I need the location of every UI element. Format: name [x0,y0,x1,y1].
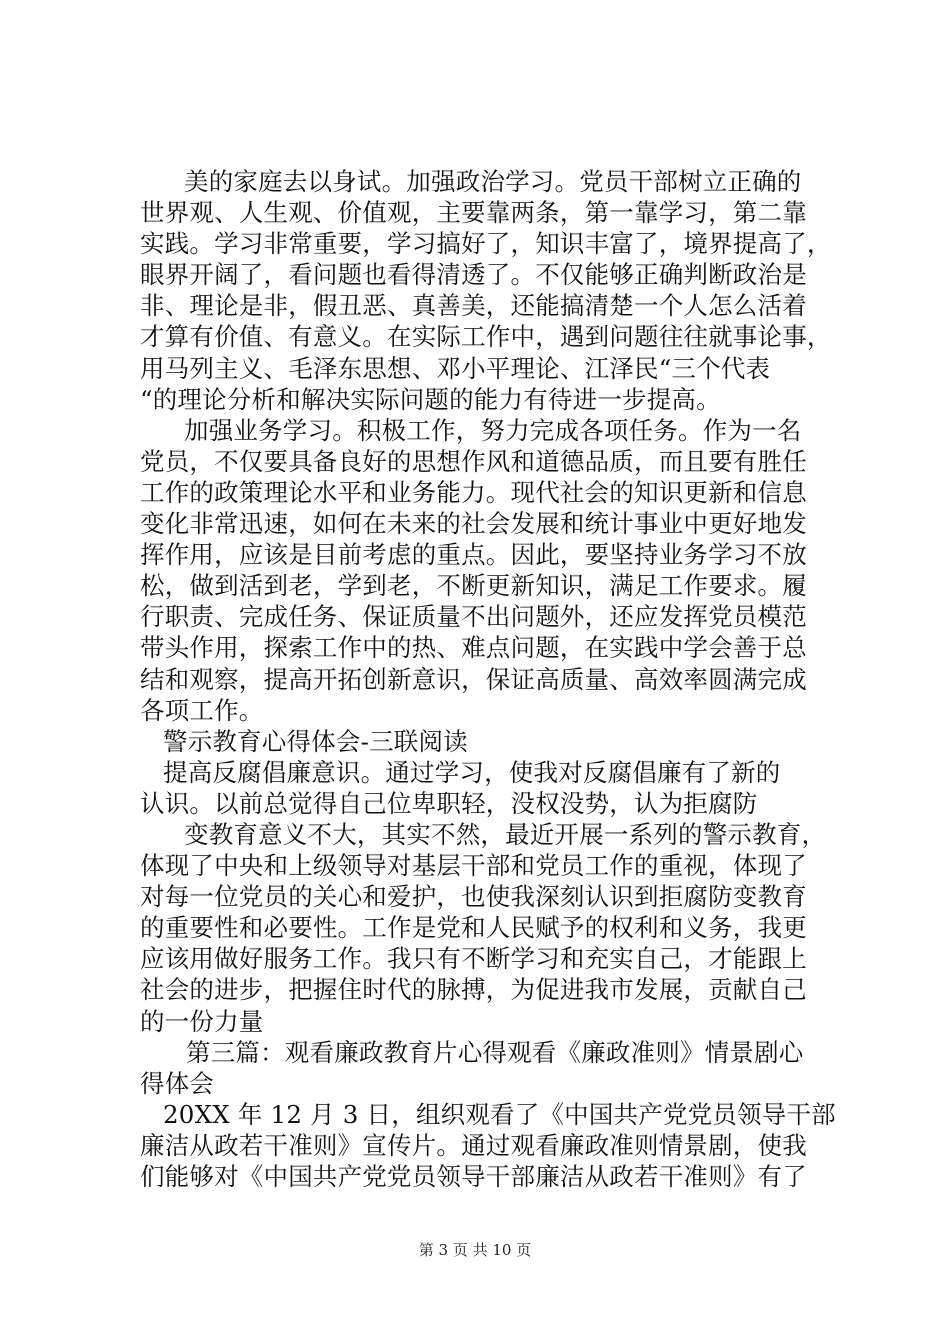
text-line: 美的家庭去以身试。加强政治学习。党员干部树立正确的 [184,167,802,196]
text-line: 们能够对《中国共产党党员领导干部廉洁从政若干准则》有了 [140,1162,807,1191]
text-line: 的一份力量 [140,1006,264,1036]
text-line: 带头作用，探索工作中的热、难点问题，在实践中学会善于总 [140,633,807,663]
text-line: 世界观、人生观、价值观，主要靠两条，第一靠学习，第二靠 [140,198,807,228]
text-line: 变化非常迅速，如何在未来的社会发展和统计事业中更好地发 [140,509,807,539]
text-line: 应该用做好服务工作。我只有不断学习和充实自己，才能跟上 [140,944,807,974]
text-line: 挥作用，应该是目前考虑的重点。因此，要坚持业务学习不放 [140,540,807,570]
text-line: 的重要性和必要性。工作是党和人民赋予的权利和义务，我更 [140,913,807,943]
text-line: 提高反腐倡廉意识。通过学习，使我对反腐倡廉有了新的 [163,757,781,787]
text-line: 各项工作。 [140,695,264,725]
section-heading-part-three [140,1037,840,1099]
text-line: 才算有价值、有意义。在实际工作中，遇到问题往往就事论事， [140,322,832,352]
section-heading-warning-education [140,726,840,757]
text-line: “的理论分析和解决实际问题的能力有待进一步提高。 [140,384,721,414]
text-line: 党员，不仅要具备良好的思想作风和道德品质，而且要有胜任 [140,446,807,476]
text-line: 廉洁从政若干准则》宣传片。通过观看廉政准则情景剧，使我 [140,1130,807,1160]
text-line: 行职责、完成任务、保证质量不出问题外，还应发挥党员模范 [140,602,807,632]
paragraph-warning-education [140,819,840,1037]
text-line: 认识。以前总觉得自己位卑职轻，没权没势，认为拒腐防 [140,788,758,818]
paragraph-integrity-guidelines [140,1099,840,1192]
page-number-footer: 第 3 页 共 10 页 [418,1241,532,1259]
paragraph-anti-corruption [140,757,840,819]
text-line: 结和观察，提高开拓创新意识，保证高质量、高效率圆满完成 [140,664,807,694]
text-line: 工作的政策理论水平和业务能力。现代社会的知识更新和信息 [140,477,807,507]
text-line: 第三篇：观看廉政教育片心得观看《廉政准则》情景剧心 [186,1037,804,1067]
text-line: 对每一位党员的关心和爱护，也使我深刻认识到拒腐防变教育 [140,882,807,912]
text-line: 非、理论是非，假丑恶、真善美，还能搞清楚一个人怎么活着 [140,291,807,321]
text-line: 用马列主义、毛泽东思想、邓小平理论、江泽民“三个代表 [140,353,771,383]
text-line: 警示教育心得体会-三联阅读 [163,726,468,756]
document-body [140,166,840,1192]
text-line: 实践。学习非常重要，学习搞好了，知识丰富了，境界提高了， [140,229,832,259]
text-line: 得体会 [140,1068,215,1098]
text-line: 体现了中央和上级领导对基层干部和党员工作的重视，体现了 [140,851,807,881]
text-line: 社会的进步，把握住时代的脉搏，为促进我市发展，贡献自己 [140,975,807,1005]
text-line: 20XX 年 12 月 3 日，组织观看了《中国共产党党员领导干部 [163,1099,836,1129]
paragraph-political-study [140,166,840,415]
text-line: 变教育意义不大，其实不然，最近开展一系列的警示教育， [184,819,827,849]
paragraph-business-study [140,415,840,726]
text-line: 松，做到活到老，学到老，不断更新知识，满足工作要求。履 [140,571,807,601]
text-line: 眼界开阔了，看问题也看得清透了。不仅能够正确判断政治是 [140,260,807,290]
text-line: 加强业务学习。积极工作，努力完成各项任务。作为一名 [184,415,802,445]
